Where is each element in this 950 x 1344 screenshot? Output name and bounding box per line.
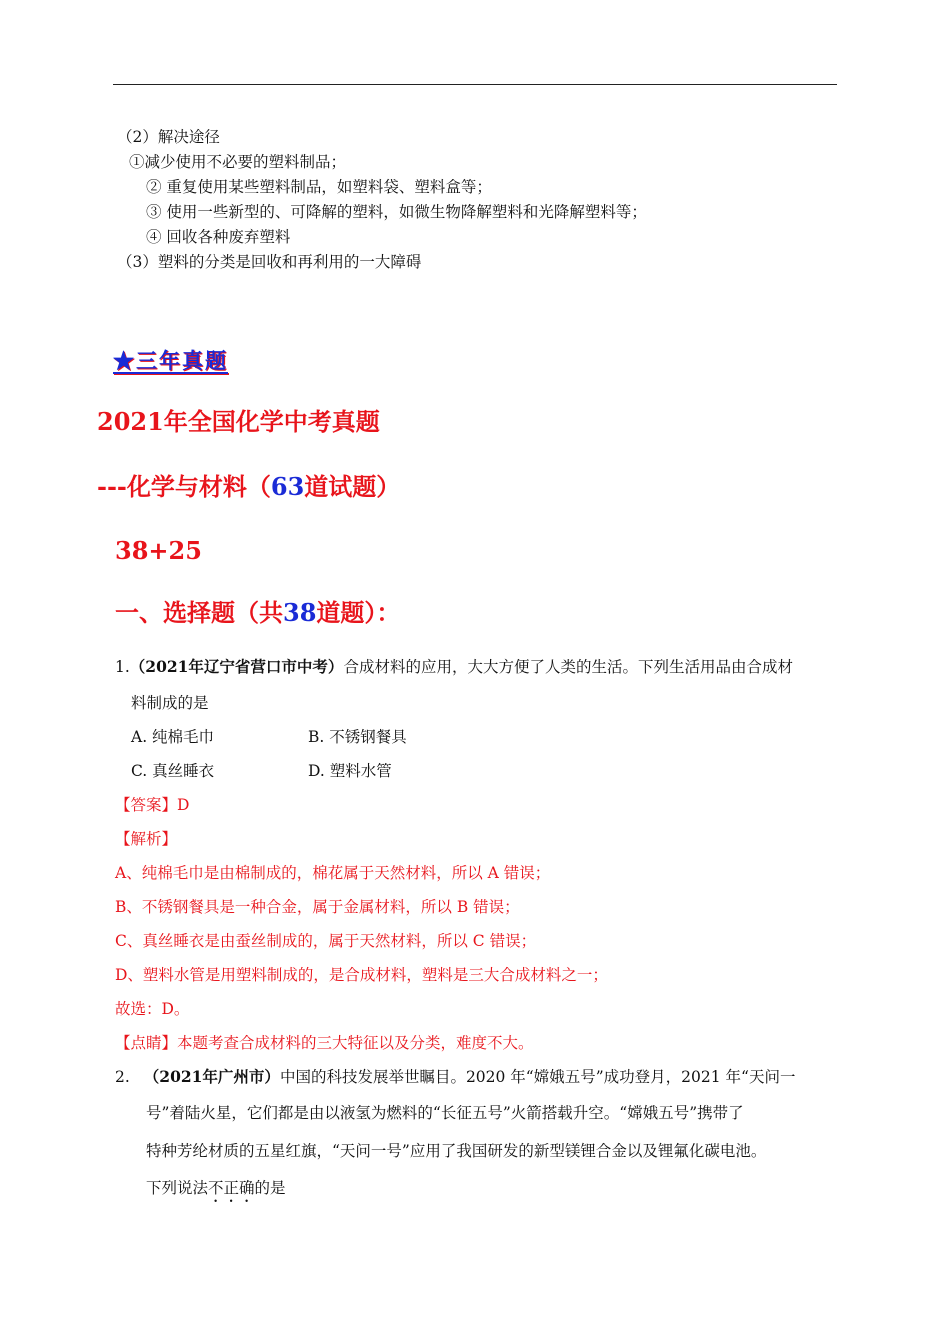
part-question-count: 38	[283, 598, 317, 627]
question-1-option-a: A. 纯棉毛巾	[131, 728, 215, 746]
analysis-conclusion: 故选：D。	[115, 1000, 190, 1018]
solution-item-1: ①减少使用不必要的塑料制品；	[129, 153, 347, 171]
question-2-stem	[115, 1067, 795, 1087]
header-rule	[113, 84, 837, 85]
solution-item-2: ② 重复使用某些塑料制品，如塑料袋、塑料盒等；	[146, 178, 492, 196]
question-1-comment	[115, 1033, 534, 1053]
part-heading	[115, 598, 400, 628]
question-1-answer	[115, 795, 189, 815]
three-year-exams-heading: ★三年真题	[113, 348, 228, 373]
question-2-number: 2.	[115, 1068, 130, 1086]
question-1-stem-cont: 料制成的是	[131, 694, 209, 712]
analysis-line-c: C、真丝睡衣是由蚕丝制成的，属于天然材料，所以 C 错误；	[115, 932, 537, 950]
question-1-option-d: D. 塑料水管	[308, 762, 392, 780]
part-heading-suffix: 道题）：	[316, 598, 401, 627]
analysis-label: 【解析】	[115, 830, 178, 848]
question-split: 38+25	[115, 536, 202, 565]
answer-value: D	[177, 796, 190, 814]
solution-item-3: ③ 使用一些新型的、可降解的塑料，如微生物降解塑料和光降解塑料等；	[146, 203, 647, 221]
comment-text: 本题考查合成材料的三大特征以及分类，难度不大。	[177, 1034, 534, 1052]
topic-title-suffix: 道试题）	[304, 472, 401, 501]
question-2-line-4	[146, 1178, 286, 1206]
question-1-option-c: C. 真丝睡衣	[131, 762, 215, 780]
analysis-line-d: D、塑料水管是用塑料制成的，是合成材料，塑料是三大合成材料之一；	[115, 966, 608, 984]
question-2-line-4-prefix: 下列说法	[146, 1179, 209, 1197]
answer-label: 【答案】	[115, 796, 178, 814]
topic-question-count: 63	[270, 472, 305, 501]
classification-note: （3）塑料的分类是回收和再利用的一大障碍	[117, 253, 422, 271]
analysis-line-b: B、不锈钢餐具是一种合金，属于金属材料，所以 B 错误；	[115, 898, 520, 916]
part-heading-prefix: 一、选择题（共	[115, 598, 283, 627]
question-2-emphasis: 不正确	[208, 1179, 255, 1197]
question-1-stem	[115, 657, 793, 677]
comment-label: 【点睛】	[115, 1034, 178, 1052]
question-2-line-2: 号”着陆火星，它们都是由以液氢为燃料的“长征五号”火箭搭载升空。“嫦娥五号”携带了	[146, 1104, 744, 1122]
question-2-source: （2021年广州市）	[143, 1067, 280, 1086]
question-2-text: 中国的科技发展举世瞩目。2020 年“嫦娥五号”成功登月，2021 年“天问一	[279, 1068, 796, 1086]
question-1-number: 1.	[115, 658, 130, 676]
question-1-option-b: B. 不锈钢餐具	[308, 728, 407, 746]
question-2-line-3: 特种芳纶材质的五星红旗，“天问一号”应用了我国研发的新型镁锂合金以及锂氟化碳电池。	[146, 1142, 767, 1160]
question-1-text: 合成材料的应用，大大方便了人类的生活。下列生活用品由合成材	[343, 658, 793, 676]
question-1-source: （2021年辽宁省营口市中考）	[129, 657, 344, 676]
solution-item-4: ④ 回收各种废弃塑料	[146, 228, 291, 246]
exam-title: 2021年全国化学中考真题	[97, 407, 380, 436]
topic-title	[97, 472, 400, 502]
solutions-heading: （2）解决途径	[117, 128, 220, 146]
question-2-line-4-suffix: 的是	[254, 1179, 286, 1197]
analysis-line-a: A、纯棉毛巾是由棉制成的，棉花属于天然材料，所以 A 错误；	[115, 864, 551, 882]
topic-title-prefix: ---化学与材料（	[97, 472, 271, 501]
